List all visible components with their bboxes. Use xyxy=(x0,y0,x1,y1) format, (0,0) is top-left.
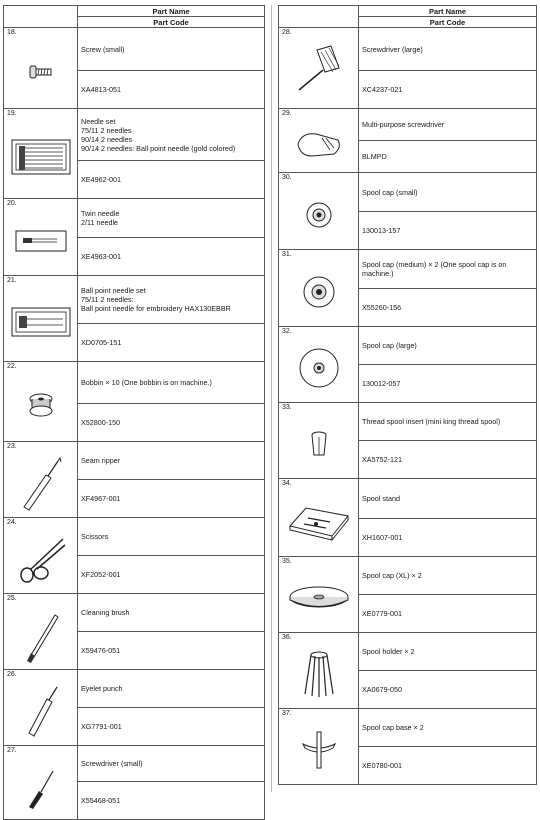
part-name: Screwdriver (large) xyxy=(359,28,537,71)
part-number: 29. xyxy=(282,110,292,117)
needle-set-icon xyxy=(11,139,71,175)
part-number: 28. xyxy=(282,29,292,36)
twin-needle-icon xyxy=(15,229,67,253)
spool-cap-large-icon xyxy=(297,346,341,390)
part-code: XA4813-051 xyxy=(78,71,265,109)
part-image-cell xyxy=(4,442,78,518)
part-name: Cleaning brush xyxy=(78,594,265,632)
part-image-cell xyxy=(279,173,359,250)
part-image-cell xyxy=(4,276,78,362)
part-name: Spool cap (XL) × 2 xyxy=(359,557,537,595)
part-code: XF2052-001 xyxy=(78,556,265,594)
part-image-cell xyxy=(279,479,359,557)
part-number: 18. xyxy=(7,29,17,36)
part-code: X55468-051 xyxy=(78,782,265,820)
part-image-cell xyxy=(4,109,78,199)
part-image-cell xyxy=(4,518,78,594)
part-code: XG7791-001 xyxy=(78,708,265,746)
spool-cap-small-icon xyxy=(304,200,334,230)
part-name: Spool stand xyxy=(359,479,537,519)
part-code: X59476-051 xyxy=(78,632,265,670)
part-number: 25. xyxy=(7,595,17,602)
seam-ripper-icon xyxy=(16,455,66,511)
parts-table-left xyxy=(3,5,265,820)
part-name: Spool cap (large) xyxy=(359,327,537,365)
spool-cap-base-icon xyxy=(299,730,339,770)
part-number: 22. xyxy=(7,363,17,370)
part-image-cell xyxy=(279,109,359,173)
part-name: Ball point needle set 75/11 2 needles: Ball point needle for embroidery HAX130EBBR xyxy=(78,276,265,324)
header-blank xyxy=(4,6,78,28)
part-code: XE4962-001 xyxy=(78,161,265,199)
part-number: 37. xyxy=(282,710,292,717)
part-code: X55260-156 xyxy=(359,289,537,327)
part-name: Spool cap (medium) × 2 (One spool cap is on machine.) xyxy=(359,250,537,289)
part-code: XD0705-151 xyxy=(78,324,265,362)
part-number: 26. xyxy=(7,671,17,678)
part-image-cell xyxy=(279,403,359,479)
header-part-name: Part Name xyxy=(359,6,537,17)
part-image-cell xyxy=(4,28,78,109)
header-part-code: Part Code xyxy=(359,17,537,28)
part-image-cell xyxy=(279,28,359,109)
header-part-name: Part Name xyxy=(78,6,265,17)
part-code: XA5752-121 xyxy=(359,441,537,479)
part-number: 36. xyxy=(282,634,292,641)
part-name: Spool holder × 2 xyxy=(359,633,537,671)
part-name: Scissors xyxy=(78,518,265,556)
part-name: Screw (small) xyxy=(78,28,265,71)
parts-table-right xyxy=(278,5,537,785)
part-number: 34. xyxy=(282,480,292,487)
part-image-cell xyxy=(279,557,359,633)
part-code: XE0780-001 xyxy=(359,747,537,785)
part-code: XE0779-001 xyxy=(359,595,537,633)
part-code: XE4963-001 xyxy=(78,238,265,276)
thread-spool-insert-icon xyxy=(307,429,331,459)
spool-cap-medium-icon xyxy=(301,274,337,310)
part-code: XH1607-001 xyxy=(359,519,537,557)
part-code: BLMPD xyxy=(359,141,537,173)
part-code: 130012-057 xyxy=(359,365,537,403)
spool-cap-xl-icon xyxy=(287,583,351,613)
part-name: Spool cap (small) xyxy=(359,173,537,212)
column-divider xyxy=(271,5,272,792)
part-name: Seam ripper xyxy=(78,442,265,480)
part-code: XC4237-021 xyxy=(359,71,537,109)
part-image-cell xyxy=(4,199,78,276)
part-name: Screwdriver (small) xyxy=(78,746,265,782)
part-code: X52800-150 xyxy=(78,404,265,442)
part-number: 19. xyxy=(7,110,17,117)
part-number: 30. xyxy=(282,174,292,181)
screw-icon xyxy=(26,61,56,83)
part-name: Multi-purpose screwdriver xyxy=(359,109,537,141)
part-name: Twin needle 2/11 needle xyxy=(78,199,265,238)
part-image-cell xyxy=(279,709,359,785)
scissors-icon xyxy=(13,531,69,587)
part-name: Spool cap base × 2 xyxy=(359,709,537,747)
part-number: 31. xyxy=(282,251,292,258)
part-code: 130013-157 xyxy=(359,212,537,250)
part-image-cell xyxy=(4,746,78,820)
screwdriver-large-icon xyxy=(291,44,347,100)
part-image-cell xyxy=(279,327,359,403)
part-number: 32. xyxy=(282,328,292,335)
multi-purpose-screwdriver-icon xyxy=(294,126,344,162)
part-code: XF4967-001 xyxy=(78,480,265,518)
header-part-code: Part Code xyxy=(78,17,265,28)
part-number: 35. xyxy=(282,558,292,565)
part-image-cell xyxy=(279,633,359,709)
ball-point-needle-set-icon xyxy=(11,307,71,337)
part-image-cell xyxy=(4,362,78,442)
spool-holder-icon xyxy=(302,650,336,698)
spool-stand-icon xyxy=(286,500,352,542)
part-number: 27. xyxy=(7,747,17,754)
screwdriver-small-icon xyxy=(21,761,61,811)
part-number: 20. xyxy=(7,200,17,207)
part-code: XA0679-050 xyxy=(359,671,537,709)
part-image-cell xyxy=(4,670,78,746)
eyelet-punch-icon xyxy=(19,683,63,739)
part-number: 24. xyxy=(7,519,17,526)
cleaning-brush-icon xyxy=(19,607,63,663)
part-image-cell xyxy=(279,250,359,327)
part-name: Thread spool insert (mini king thread spool) xyxy=(359,403,537,441)
part-name: Bobbin × 10 (One bobbin is on machine.) xyxy=(78,362,265,404)
part-number: 21. xyxy=(7,277,17,284)
part-number: 33. xyxy=(282,404,292,411)
part-number: 23. xyxy=(7,443,17,450)
part-name: Eyelet punch xyxy=(78,670,265,708)
part-image-cell xyxy=(4,594,78,670)
part-name: Needle set 75/11 2 needles 90/14 2 needles 90/14 2 needles: Ball point needle (gold colored) xyxy=(78,109,265,161)
bobbin-icon xyxy=(26,391,56,419)
header-blank xyxy=(279,6,359,28)
